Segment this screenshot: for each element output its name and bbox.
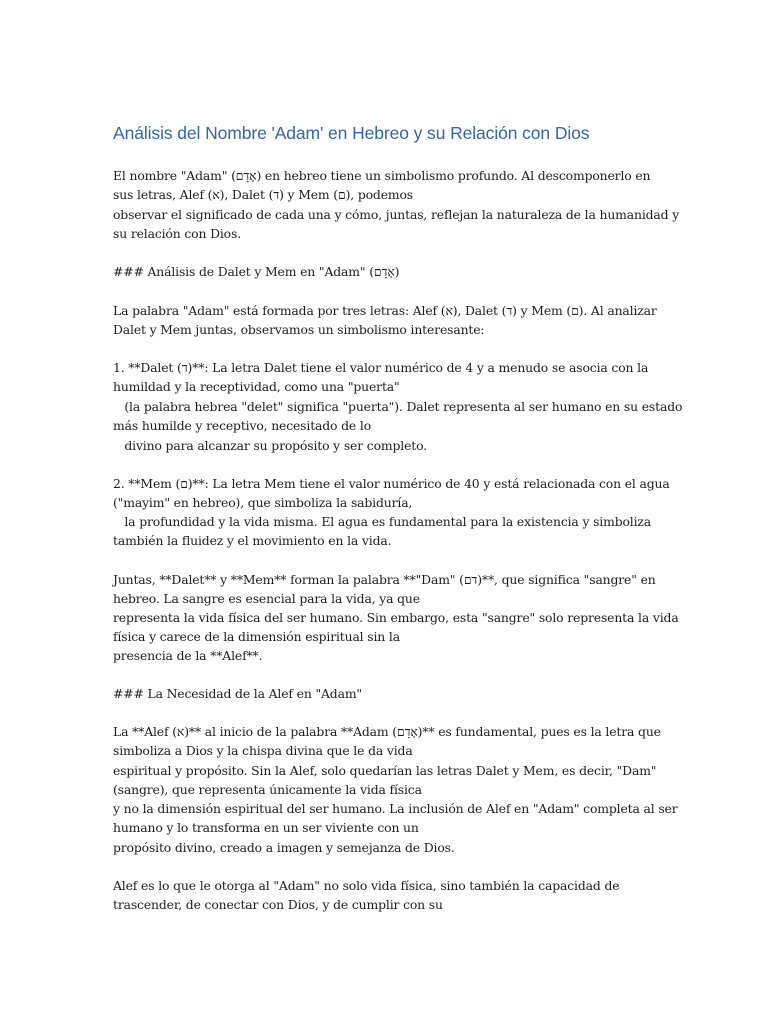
text-line: su relación con Dios. <box>113 226 241 241</box>
text-line: Dalet y Mem juntas, observamos un simbolismo interesante: <box>113 322 485 337</box>
text-line: (la palabra hebrea "delet" significa "puerta"). Dalet representa al ser humano en su estado <box>113 399 683 414</box>
text-line: ### Análisis de Dalet y Mem en "Adam" (אָדָם) <box>113 264 400 279</box>
text-line: Alef es lo que le otorga al "Adam" no solo vida física, sino también la capacidad de <box>113 878 620 893</box>
text-line: sus letras, Alef (א), Dalet (ד) y Mem (ם), podemos <box>113 187 414 202</box>
text-line: 2. **Mem (ם)**: La letra Mem tiene el valor numérico de 40 y está relacionada con el agua <box>113 476 670 491</box>
text-line: El nombre "Adam" (אָדָם) en hebreo tiene un simbolismo profundo. Al descomponerlo en <box>113 168 651 183</box>
text-line: Juntas, **Dalet** y **Mem** forman la palabra **"Dam" (דם)**, que significa "sangre" en <box>113 572 656 587</box>
text-line: ### La Necesidad de la Alef en "Adam" <box>113 686 362 701</box>
text-line: y no la dimensión espiritual del ser humano. La inclusión de Alef en "Adam" completa al ser <box>113 801 678 816</box>
text-line: también la fluidez y el movimiento en la vida. <box>113 533 392 548</box>
text-line: La palabra "Adam" está formada por tres letras: Alef (א), Dalet (ד) y Mem (ם). Al analizar <box>113 303 657 318</box>
text-line: representa la vida física del ser humano. Sin embargo, esta "sangre" solo representa la vida <box>113 610 679 625</box>
text-line: (sangre), que representa únicamente la vida física <box>113 782 422 797</box>
text-line: simboliza a Dios y la chispa divina que le da vida <box>113 743 413 758</box>
text-line: humildad y la receptividad, como una "puerta" <box>113 379 400 394</box>
text-line: 1. **Dalet (ד)**: La letra Dalet tiene el valor numérico de 4 y a menudo se asocia con la <box>113 360 649 375</box>
text-line: La **Alef (א)** al inicio de la palabra **Adam (אָדָם)** es fundamental, pues es la letra que <box>113 724 661 739</box>
text-line: espiritual y propósito. Sin la Alef, solo quedarían las letras Dalet y Mem, es decir, "Dam" <box>113 763 657 778</box>
text-line: humano y lo transforma en un ser viviente con un <box>113 820 419 835</box>
document-title: Análisis del Nombre 'Adam' en Hebreo y su Relación con Dios <box>113 123 590 143</box>
text-line: hebreo. La sangre es esencial para la vida, ya que <box>113 591 420 606</box>
text-line: ("mayim" en hebreo), que simboliza la sabiduría, <box>113 495 413 510</box>
text-line: propósito divino, creado a imagen y semejanza de Dios. <box>113 840 455 855</box>
text-line: trascender, de conectar con Dios, y de cumplir con su <box>113 897 443 912</box>
text-line: más humilde y receptivo, necesitado de lo <box>113 418 372 433</box>
text-line: física y carece de la dimensión espiritual sin la <box>113 629 400 644</box>
text-line: divino para alcanzar su propósito y ser completo. <box>113 438 427 453</box>
text-line: la profundidad y la vida misma. El agua es fundamental para la existencia y simboliza <box>113 514 652 529</box>
text-line: presencia de la **Alef**. <box>113 648 263 663</box>
text-line: observar el significado de cada una y cómo, juntas, reflejan la naturaleza de la humanidad y <box>113 207 680 222</box>
